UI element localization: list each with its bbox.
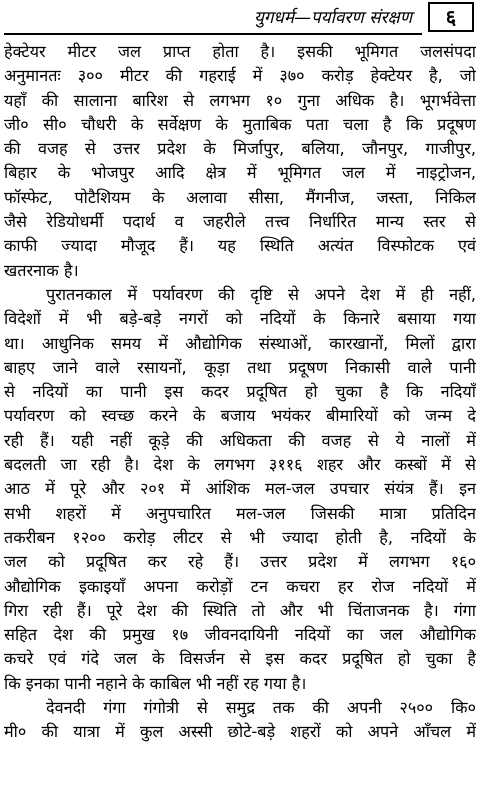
text-line: मी० की यात्रा में कुल अस्सी छोटे-बड़े शहरों को अपने आँचल में (4, 722, 476, 742)
text-line: की वजह से उत्तर प्रदेश के मिर्जापुर, बलिया, जौनपुर, गाजीपुर, (4, 139, 476, 159)
text-line: बदलती जा रही है। देश के लगभग ३११६ शहर और कस्बों में से (4, 455, 476, 475)
text-line: बाहए जाने वाले रसायनों, कूड़ा तथा प्रदूषण निकासी वाले पानी (4, 357, 476, 377)
text-line: यहाँ की सालाना बारिश से लगभग १० गुना अधिक है। भूगर्भवेत्ता (4, 90, 476, 110)
text-line: रही हैं। यही नहीं कूड़े की अधिकता की वजह से ये नालों में (4, 430, 476, 450)
text-line: तकरीबन १२०० करोड़ लीटर से भी ज्यादा होती है, नदियों के (4, 527, 476, 547)
text-line: औद्योगिक इकाइयाँ अपना करोड़ों टन कचरा हर रोज नदियों में (4, 576, 476, 596)
text-line: सहित देश की प्रमुख १७ जीवनदायिनी नदियों का जल औद्योगिक (4, 625, 476, 645)
text-line: आठ में पूरे और २०१ में आंशिक मल-जल उपचार संयंत्र हैं। इन (4, 479, 476, 499)
page-number: ६ (428, 2, 474, 32)
text-line: जल को प्रदूषित कर रहे हैं। उत्तर प्रदेश में लगभग १६० (4, 552, 476, 572)
text-line: था। आधुनिक समय में औद्योगिक संस्थाओं, कारखानों, मिलों द्वारा (4, 333, 476, 353)
text-line: कचरे एवं गंदे जल के विसर्जन से इस कदर प्रदूषित हो चुका है (4, 649, 476, 669)
header-rule (4, 33, 422, 35)
text-line: अनुमानतः ३०० मीटर की गहराई में ३७० करोड़ हेक्टेयर है, जो (4, 66, 476, 86)
text-line: हेक्टेयर मीटर जल प्राप्त होता है। इसकी भूमिगत जलसंपदा (4, 42, 476, 61)
text-line: विदेशों में भी बड़े-बड़े नगरों को नदियों के किनारे बसाया गया (4, 309, 476, 329)
text-line: खतरनाक है। (4, 260, 79, 280)
page-header (0, 0, 480, 38)
running-title: युगधर्म—पर्यावरण संरक्षण (254, 8, 412, 28)
text-line: जैसे रेडियोधर्मी पदार्थ व जहरीले तत्त्व निर्धारित मान्य स्तर से (4, 212, 476, 232)
text-line: देवनदी गंगा गंगोत्री से समुद्र तक की अपनी २५०० कि० (46, 698, 476, 718)
text-line: सभी शहरों में अनुपचारित मल-जल जिसकी मात्रा प्रतिदिन (4, 503, 476, 523)
text-line: फॉस्फेट, पोटैशियम के अलावा सीसा, मैंगनीज, जस्ता, निकिल (4, 187, 476, 207)
text-line: कि इनका पानी नहाने के काबिल भी नहीं रह गया है। (4, 673, 307, 693)
text-line: जी० सी० चौधरी के सर्वेक्षण के मुताबिक पता चला है कि प्रदूषण (4, 114, 476, 134)
paragraph-2 (4, 283, 476, 696)
paragraph-3 (4, 696, 476, 745)
paragraph-1 (4, 40, 476, 283)
text-line: पुरातनकाल में पर्यावरण की दृष्टि से अपने देश में ही नहीं, (46, 284, 476, 304)
body-text (4, 40, 476, 745)
text-line: गिरा रही हैं। पूरे देश की स्थिति तो और भी चिंताजनक है। गंगा (4, 600, 476, 620)
text-line: पर्यावरण को स्वच्छ करने के बजाय भयंकर बीमारियों को जन्म दे (4, 406, 476, 426)
text-line: से नदियों का पानी इस कदर प्रदूषित हो चुका है कि नदियाँ (4, 382, 476, 402)
text-line: काफी ज्यादा मौजूद हैं। यह स्थिति अत्यंत विस्फोटक एवं (4, 236, 476, 256)
text-line: बिहार के भोजपुर आदि क्षेत्र में भूमिगत जल में नाइट्रोजन, (4, 163, 476, 183)
